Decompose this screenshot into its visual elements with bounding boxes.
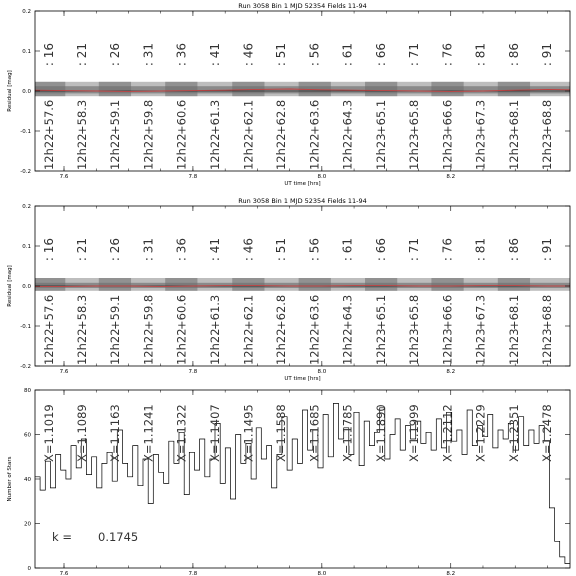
hour-label: 12h22 xyxy=(274,133,289,170)
field-block xyxy=(35,82,65,96)
airmass-label: X=1.1890 xyxy=(374,404,389,462)
field-label: : 81 xyxy=(473,43,488,67)
field-label: : 91 xyxy=(539,238,554,262)
field-block xyxy=(498,278,530,291)
x-axis-label: UT time [hrs] xyxy=(284,376,321,382)
hour-label: 12h22 xyxy=(207,328,222,365)
field-block xyxy=(431,278,463,291)
chart-title: Run 3058 Bin 1 MJD 52354 Fields 11-94 xyxy=(238,2,367,10)
airmass-label: X=1.1588 xyxy=(274,404,289,462)
hour-label: 12h23 xyxy=(539,328,554,365)
field-block xyxy=(365,82,397,96)
field-label: : 31 xyxy=(141,43,156,67)
field-block xyxy=(299,278,331,291)
hour-label: 12h22 xyxy=(75,328,90,365)
field-label: : 41 xyxy=(207,43,222,67)
airmass-label: X=1.1089 xyxy=(75,404,90,462)
airmass-label: X=1.2351 xyxy=(506,404,521,462)
field-label: : 16 xyxy=(42,43,57,67)
field-label: : 16 xyxy=(42,238,57,262)
ra-label: +58.3 xyxy=(75,294,90,330)
field-label: : 76 xyxy=(440,43,455,67)
hour-label: 12h23 xyxy=(506,133,521,170)
airmass-label: X=1.1163 xyxy=(107,404,122,462)
y-tick-label: 80 xyxy=(24,388,31,394)
hour-label: 12h23 xyxy=(473,328,488,365)
field-label: : 56 xyxy=(307,43,322,67)
y-tick-label: 0.2 xyxy=(22,9,31,15)
x-tick-label: 7.6 xyxy=(59,369,69,375)
ra-label: +59.8 xyxy=(141,99,156,135)
k-value: 0.1745 xyxy=(98,530,139,544)
field-block xyxy=(165,278,197,291)
ra-label: +63.6 xyxy=(307,99,322,135)
field-label: : 51 xyxy=(274,238,289,262)
airmass-label: X=1.1999 xyxy=(407,404,422,462)
y-tick-label: 60 xyxy=(24,432,31,439)
ra-label: +60.6 xyxy=(174,99,189,135)
hour-label: 12h22 xyxy=(141,328,156,365)
hour-label: 12h22 xyxy=(307,133,322,170)
x-tick-label: 7.8 xyxy=(188,571,198,576)
hour-label: 12h22 xyxy=(307,328,322,365)
airmass-label: X=1.2478 xyxy=(539,404,554,462)
x-tick-label: 8.0 xyxy=(317,369,327,375)
x-tick-label: 8.0 xyxy=(317,571,327,576)
hour-label: 12h22 xyxy=(107,133,122,170)
hour-label: 12h23 xyxy=(440,133,455,170)
field-label: : 36 xyxy=(174,238,189,262)
ra-label: +65.8 xyxy=(407,99,422,135)
hour-label: 12h22 xyxy=(340,133,355,170)
ra-label: +63.6 xyxy=(307,294,322,330)
y-tick-label: 0.0 xyxy=(22,284,31,290)
hour-label: 12h22 xyxy=(42,328,57,365)
y-tick-label: -0.2 xyxy=(20,169,31,175)
field-label: : 66 xyxy=(374,238,389,262)
y-axis-label: Residual [mag] xyxy=(7,265,13,307)
field-label: : 31 xyxy=(141,238,156,262)
ra-label: +67.3 xyxy=(473,99,488,135)
y-tick-label: 0.2 xyxy=(22,204,31,210)
airmass-label: X=1.2112 xyxy=(440,404,455,462)
chart-title: Run 3058 Bin 1 MJD 52354 Fields 11-94 xyxy=(238,197,367,205)
y-tick-label: 0.0 xyxy=(22,89,31,95)
ra-label: +62.1 xyxy=(241,294,256,330)
hour-label: 12h23 xyxy=(374,328,389,365)
x-tick-label: 8.2 xyxy=(446,174,456,180)
ra-label: +64.3 xyxy=(340,99,355,135)
hour-label: 12h22 xyxy=(107,328,122,365)
airmass-label: X=1.1407 xyxy=(207,404,222,462)
y-tick-label: -0.2 xyxy=(20,364,31,370)
ra-label: +59.1 xyxy=(107,294,122,330)
field-block xyxy=(99,82,131,96)
ra-label: +57.6 xyxy=(42,99,57,135)
y-tick-label: 20 xyxy=(24,521,31,528)
x-tick-label: 8.0 xyxy=(317,174,327,180)
ra-label: +65.1 xyxy=(374,294,389,330)
airmass-label: X=1.1495 xyxy=(241,404,256,462)
field-label: : 71 xyxy=(407,43,422,67)
ra-label: +65.1 xyxy=(374,99,389,135)
ra-label: +61.3 xyxy=(207,99,222,135)
ra-label: +59.1 xyxy=(107,99,122,135)
x-tick-label: 7.8 xyxy=(188,369,198,375)
airmass-label: X=1.1241 xyxy=(141,404,156,462)
y-tick-label: 40 xyxy=(24,477,31,483)
y-tick-label: 0.1 xyxy=(22,244,31,250)
y-axis-label: Number of Stars xyxy=(7,456,13,502)
x-tick-label: 8.2 xyxy=(446,571,456,576)
field-label: : 21 xyxy=(75,238,90,262)
field-label: : 51 xyxy=(274,43,289,67)
x-tick-label: 7.6 xyxy=(59,174,69,180)
ra-label: +57.6 xyxy=(42,294,57,330)
ra-label: +61.3 xyxy=(207,294,222,330)
hour-label: 12h22 xyxy=(340,328,355,365)
hour-label: 12h22 xyxy=(141,133,156,170)
hour-label: 12h23 xyxy=(407,328,422,365)
ra-label: +65.8 xyxy=(407,294,422,330)
y-tick-label: 0 xyxy=(27,566,31,572)
ra-label: +64.3 xyxy=(340,294,355,330)
field-label: : 36 xyxy=(174,43,189,67)
field-block xyxy=(99,278,131,291)
x-tick-label: 8.2 xyxy=(446,369,456,375)
field-label: : 91 xyxy=(539,43,554,67)
field-label: : 71 xyxy=(407,238,422,262)
airmass-label: X=1.1019 xyxy=(42,404,57,462)
k-label: k = xyxy=(52,530,72,544)
hour-label: 12h23 xyxy=(440,328,455,365)
field-block xyxy=(365,278,397,291)
hour-label: 12h22 xyxy=(241,133,256,170)
field-label: : 86 xyxy=(506,43,521,67)
y-tick-label: 0.1 xyxy=(22,49,31,55)
hour-label: 12h23 xyxy=(473,133,488,170)
hour-label: 12h23 xyxy=(539,133,554,170)
airmass-label: X=1.1785 xyxy=(340,404,355,462)
hour-label: 12h22 xyxy=(274,328,289,365)
y-tick-label: -0.1 xyxy=(20,129,31,135)
hour-label: 12h22 xyxy=(241,328,256,365)
field-label: : 61 xyxy=(340,43,355,67)
field-block xyxy=(232,278,264,291)
field-block xyxy=(431,82,463,96)
hour-label: 12h23 xyxy=(407,133,422,170)
airmass-label: X=1.1685 xyxy=(307,404,322,462)
field-label: : 46 xyxy=(241,42,256,67)
hour-label: 12h22 xyxy=(75,133,90,170)
field-label: : 46 xyxy=(241,237,256,262)
x-tick-label: 7.8 xyxy=(188,174,198,180)
field-label: : 81 xyxy=(473,238,488,262)
field-label: : 76 xyxy=(440,238,455,262)
ra-label: +68.1 xyxy=(506,99,521,135)
field-label: : 86 xyxy=(506,238,521,262)
ra-label: +59.8 xyxy=(141,294,156,330)
field-block xyxy=(498,82,530,96)
ra-label: +58.3 xyxy=(75,99,90,135)
ra-label: +60.6 xyxy=(174,294,189,330)
ra-label: +68.8 xyxy=(539,99,554,135)
y-tick-label: -0.1 xyxy=(20,324,31,330)
ra-label: +68.8 xyxy=(539,294,554,330)
field-label: : 56 xyxy=(307,238,322,262)
ra-label: +68.1 xyxy=(506,294,521,330)
field-block xyxy=(35,278,65,291)
airmass-label: X=1.2229 xyxy=(473,404,488,462)
field-label: : 26 xyxy=(107,42,122,67)
hour-label: 12h22 xyxy=(174,328,189,365)
ra-label: +66.6 xyxy=(440,294,455,330)
field-label: : 41 xyxy=(207,238,222,262)
hour-label: 12h22 xyxy=(42,133,57,170)
x-axis-label: UT time [hrs] xyxy=(284,181,321,187)
hour-label: 12h22 xyxy=(174,133,189,170)
hour-label: 12h23 xyxy=(506,328,521,365)
ra-label: +62.8 xyxy=(274,99,289,135)
field-label: : 26 xyxy=(107,238,122,262)
ra-label: +67.3 xyxy=(473,294,488,330)
hour-label: 12h23 xyxy=(374,133,389,170)
ra-label: +62.1 xyxy=(241,99,256,135)
field-label: : 61 xyxy=(340,238,355,262)
field-label: : 66 xyxy=(374,43,389,67)
airmass-label: X=1.1322 xyxy=(174,404,189,462)
hour-label: 12h22 xyxy=(207,133,222,170)
x-tick-label: 7.6 xyxy=(59,571,69,576)
y-axis-label: Residual [mag] xyxy=(7,70,13,112)
field-block xyxy=(165,82,197,96)
ra-label: +62.8 xyxy=(274,294,289,330)
field-label: : 21 xyxy=(75,43,90,67)
ra-label: +66.6 xyxy=(440,99,455,135)
